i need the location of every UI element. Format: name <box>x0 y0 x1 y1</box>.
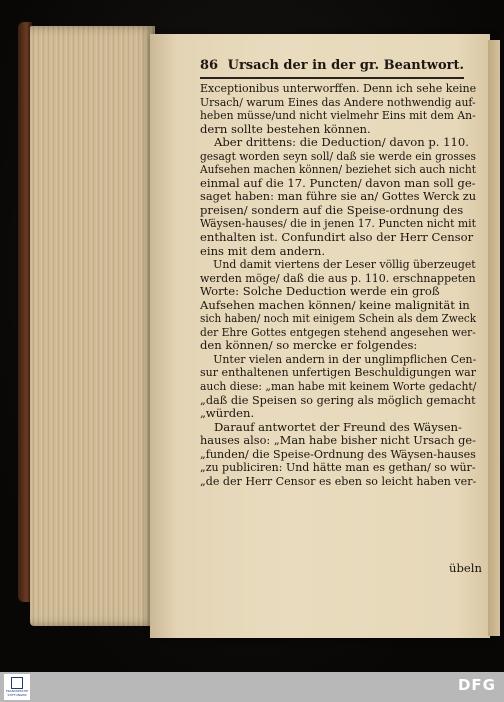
viewer-footer <box>0 672 504 702</box>
page-edges <box>30 26 155 626</box>
text-line: einmal auf die 17. Puncten/ davon man soll ge- <box>200 175 476 190</box>
text-line: saget haben: man führe sie an/ Gottes Werck zu <box>200 189 477 204</box>
text-line: „würden. <box>200 406 255 421</box>
text-line: enthalten ist. Confundirt also der Herr Censor <box>200 230 474 245</box>
text-line: gesagt worden seyn soll/ daß sie werde ein grosses <box>200 148 476 163</box>
page-number: 86 <box>200 58 219 73</box>
text-line: dern sollte bestehen können. <box>200 121 371 136</box>
header-rule <box>200 77 464 79</box>
dfg-logo[interactable]: DFG <box>457 676 496 694</box>
text-line: Worte: Solche Deduction werde ein groß <box>200 284 440 299</box>
text-line: den können/ so mercke er folgendes: <box>200 338 418 353</box>
text-line: auch diese: „man habe mit keinem Worte gedacht/ <box>200 379 477 394</box>
running-head: Ursach der in der gr. Beantwort. <box>227 58 464 73</box>
text-line: sur enthaltenen unfertigen Beschuldigungen war <box>200 365 477 380</box>
text-line: Und damit viertens der Leser völlig überzeuget <box>213 257 476 272</box>
text-line: „daß die Speisen so gering als möglich gemacht <box>200 392 476 407</box>
catchword: übeln <box>449 561 482 575</box>
text-line: heben müsse/und nicht vielmehr Eins mit dem An- <box>200 108 476 123</box>
text-line: Exceptionibus unterworffen. Denn ich sehe keine <box>200 81 477 95</box>
text-line: hauses also: „Man habe bisher nicht Ursach ge- <box>200 433 476 448</box>
franckesche-stiftungen-logo[interactable] <box>4 674 30 700</box>
page-header <box>200 58 464 76</box>
text-line: Darauf antwortet der Freund des Wäysen- <box>214 419 462 434</box>
text-line: eins mit dem andern. <box>200 243 326 258</box>
text-line: „zu publiciren: Und hätte man es gethan/ so wür- <box>200 460 476 475</box>
text-line: preisen/ sondern auf die Speise-ordnung des <box>200 202 464 217</box>
text-line: „funden/ die Speise-Ordnung des Wäysen-hauses <box>200 446 476 461</box>
text-line: Aufsehen machen können/ beziehet sich auch nicht <box>200 162 476 177</box>
text-line: Unter vielen andern in der unglimpflichen Cen- <box>213 351 477 366</box>
text-line: sich haben/ noch mit einigem Schein als dem Zweck <box>200 311 477 326</box>
logo-line-1: FRANCKESCHE <box>5 689 29 693</box>
logo-line-2: STIFTUNGEN <box>7 692 27 697</box>
text-line: Wäysen-hauses/ die in jenen 17. Puncten nicht mit <box>200 216 476 231</box>
text-line: der Ehre Gottes entgegen stehend angesehen wer- <box>200 324 476 339</box>
facing-page-edge <box>488 40 500 636</box>
logo-mark-icon <box>11 677 23 689</box>
text-line: werden möge/ daß die aus p. 110. erschnappeten <box>200 270 476 285</box>
text-line: Ursach/ warum Eines das Andere nothwendig auf- <box>200 94 476 109</box>
page-text <box>200 82 476 488</box>
text-line: „de der Herr Censor es eben so leicht haben ver- <box>200 473 477 488</box>
text-line: Aufsehen machen können/ keine malignität in <box>200 297 470 312</box>
text-line: Aber drittens: die Deduction/ davon p. 110. <box>214 135 469 150</box>
